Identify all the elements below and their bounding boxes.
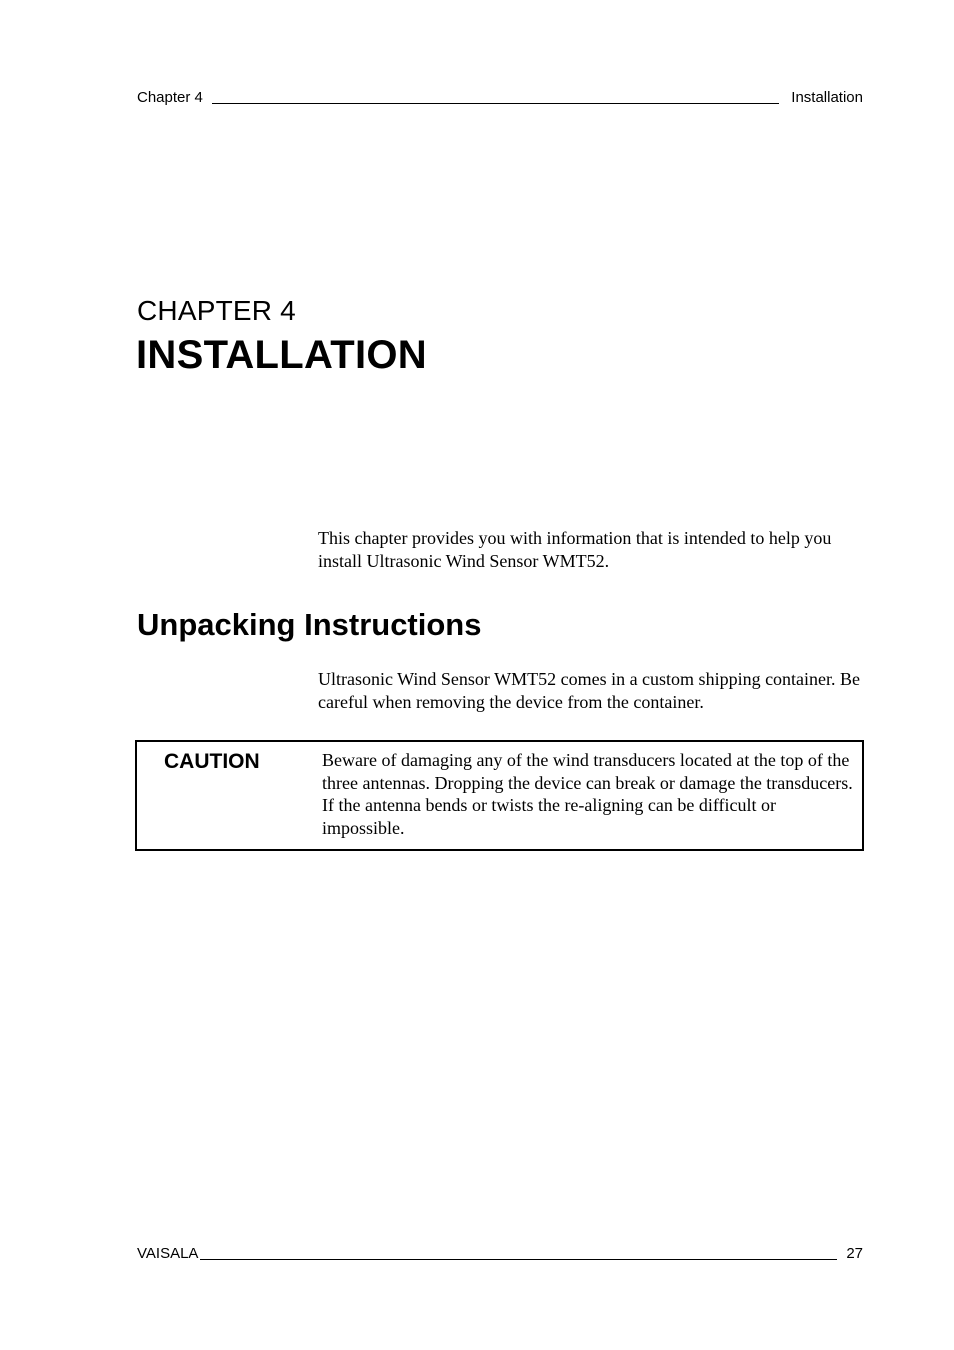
intro-text: This chapter provides you with information that is intended to help you install Ultrasonic Wind Sensor WMT52.: [318, 528, 832, 571]
chapter-title: INSTALLATION: [136, 333, 427, 377]
caution-box: [135, 740, 864, 851]
unpacking-text: Ultrasonic Wind Sensor WMT52 comes in a custom shipping container. Be careful when removing the device from the container.: [318, 669, 861, 712]
page-footer: [137, 1243, 863, 1263]
unpacking-paragraph: [318, 668, 870, 713]
page-number: 27: [846, 1245, 863, 1262]
header-rule: [212, 102, 779, 104]
chapter-number: CHAPTER 4: [137, 295, 296, 326]
section-heading: Unpacking Instructions: [137, 607, 482, 642]
page-header: [137, 87, 863, 107]
caution-text: Beware of damaging any of the wind transducers located at the top of the three antennas. Dropping the device can break or damage the transducers. If the antenna bends or twists the re-aligning can be difficult or impossible.: [322, 750, 853, 838]
header-section-label: Installation: [791, 89, 863, 106]
intro-paragraph: [318, 527, 870, 572]
caution-label: CAUTION: [164, 750, 260, 773]
footer-rule: [200, 1258, 837, 1260]
header-chapter-label: Chapter 4: [137, 89, 203, 106]
footer-company: VAISALA: [137, 1245, 199, 1262]
